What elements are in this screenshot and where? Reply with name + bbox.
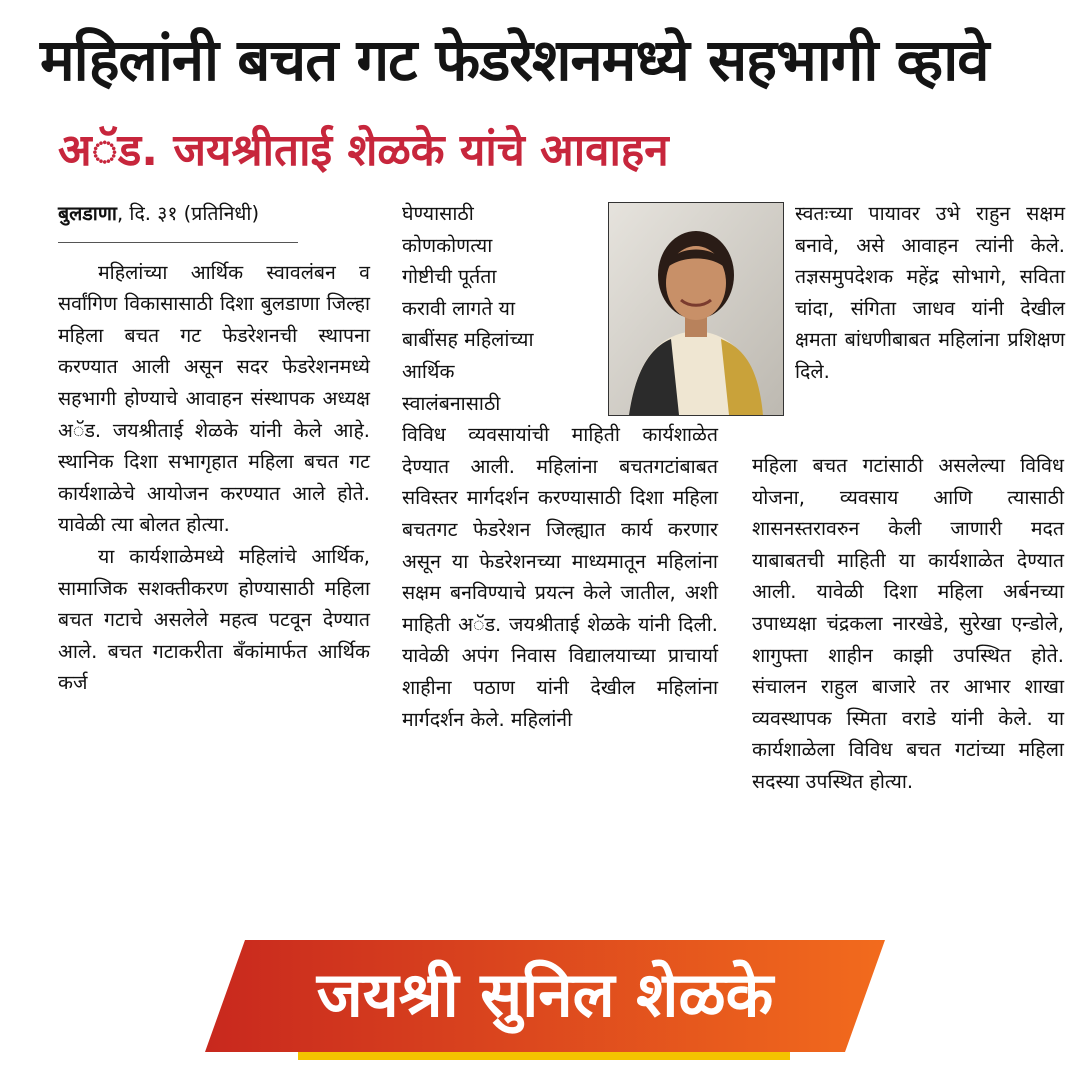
dateline-place: बुलडाणा xyxy=(58,202,117,225)
portrait-photo xyxy=(608,202,784,416)
col2-line: आर्थिक xyxy=(402,359,455,383)
col2-line: स्वालंबनासाठी xyxy=(402,391,501,415)
name-banner-text: जयश्री सुनिल शेळके xyxy=(316,958,774,1031)
col2-line: गोष्टीची पूर्तता xyxy=(402,265,497,289)
dateline-rule xyxy=(58,242,298,243)
col3-paragraph: महिला बचत गटांसाठी असलेल्या विविध योजना, व्यवसाय आणि त्यासाठी शासनस्तरावरुन केली जाणारी मदत याबाबतची माहिती या कार्यशाळेत देण्यात आली. यावेळी दिशा महिला अर्बनच्या उपाध्यक्षा चंद्रकला नारखेडे, सुरेखा एन्डोले, शागुफ्ता शाहीन काझी उपस्थित होते. संचालन राहुल बाजारे तर आभार शाखा व्यवस्थापक स्मिता वराडे यांनी केले. या कार्यशाळेला विविध बचत गटांच्या महिला सदस्या उपस्थित होत्या. xyxy=(752,454,1064,793)
article-column-3 xyxy=(752,450,1064,798)
subheadline: अॅड. जयश्रीताई शेळके यांचे आवाहन xyxy=(58,125,669,176)
col2-line: करावी लागते या xyxy=(402,296,516,320)
col2-line: बाबींसह महिलांच्या xyxy=(402,328,534,352)
portrait-illustration xyxy=(609,203,783,415)
col3-top-text xyxy=(795,198,1065,388)
dateline xyxy=(58,198,370,230)
col2-line: कोणकोणत्या xyxy=(402,233,493,257)
col1-paragraph-2: या कार्यशाळेमध्ये महिलांचे आर्थिक, सामाजिक सशक्तीकरण होण्यासाठी महिला बचत गटाचे असलेले महत्व पटवून देण्यात आले. बचत गटाकरीता बँकांमार्फत आर्थिक कर्ज xyxy=(58,544,370,695)
col3-top-paragraph: स्वतःच्या पायावर उभे राहुन सक्षम बनावे, असे आवाहन त्यांनी केले. तज्ञसमुपदेशक महेंद्र सोभागे, सविता चांदा, संगिता जाधव यांनी देखील क्षमता बांधणीबाबत महिलांना प्रशिक्षण दिले. xyxy=(795,202,1065,383)
headline: महिलांनी बचत गट फेडरेशनमध्ये सहभागी व्हावे xyxy=(40,26,989,94)
col1-paragraph-1: महिलांच्या आर्थिक स्वावलंबन व सर्वांगिण विकासासाठी दिशा बुलडाणा जिल्हा महिला बचत गट फेडरेशनची स्थापना करण्यात आली असून सदर फेडरेशनमध्ये सहभागी होण्याचे आवाहन संस्थापक अध्यक्ष अॅड. जयश्रीताई शेळके यांनी केले आहे. स्थानिक दिशा सभागृहात महिला बचत गट कार्यशाळेचे आयोजन करण्यात आले होते. यावेळी त्या बोलत होत्या. xyxy=(58,260,370,537)
col2-line: घेण्यासाठी xyxy=(402,202,474,225)
article-column-1 xyxy=(58,198,370,699)
col2-paragraph: विविध व्यवसायांची माहिती कार्यशाळेत देण्यात आली. महिलांना बचतगटांबाबत सविस्तर मार्गदर्शन करण्यासाठी दिशा महिला बचतगट फेडरेशन जिल्ह्यात कार्य करणार असून या फेडरेशनच्या माध्यमातून महिलांना सक्षम बनविण्याचे प्रयत्न केले जातील, अशी माहिती अॅड. जयश्रीताई शेळके यांनी दिली. यावेळी अपंग निवास विद्यालयाच्या प्राचार्या शाहीना पठाण यांनी देखील महिलांना मार्गदर्शन केले. महिलांनी xyxy=(402,423,718,731)
col2-short-lines xyxy=(402,198,598,419)
dateline-rest: , दि. ३१ (प्रतिनिधी) xyxy=(117,202,260,225)
name-banner-underline xyxy=(298,1052,790,1060)
